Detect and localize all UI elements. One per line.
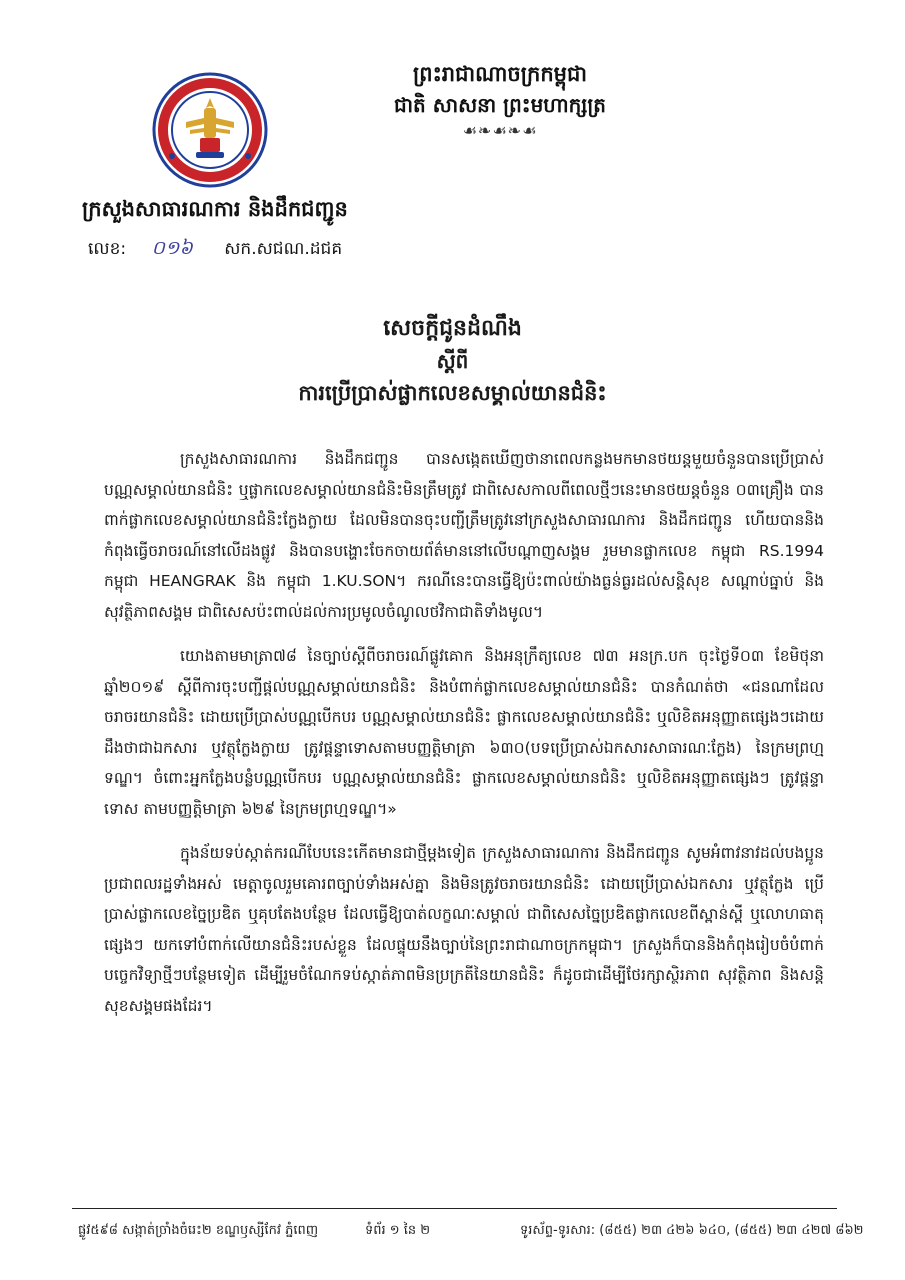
ministry-logo [150,70,270,190]
reference-label: លេខ: [88,239,127,259]
paragraph-1: ក្រសួងសាធារណការ និងដឹកជញ្ជូន បានសង្កេតឃើញថានាពេលកន្លងមកមានថយន្តមួយចំនួនបានប្រើប្រាស់បណ្ណសម្គាល់យានជំនិះ ឬផ្លាកលេខសម្គាល់យានជំនិះមិនត្រឹមត្រូវ ជាពិសេសកាលពីពេលថ្មីៗនេះមានថយន្តចំនួន ០៣គ្រឿង បានពាក់ផ្លាកលេខសម្គាល់យានជំនិះក្លែងក្លាយ ដែលមិនបានចុះបញ្ជីត្រឹមត្រូវនៅក្រសួងសាធារណការ និងដឹកជញ្ជូន ហើយបាននិងកំពុងធ្វើចរាចរណ៍នៅលើដងផ្លូវ និងបានបង្ហោះចែកចាយព័ត៌មាននៅលើបណ្ដាញសង្គម រួមមានផ្លាកលេខ កម្ពុជា RS.1994 កម្ពុជា HEANGRAK និង កម្ពុជា 1.KU.SON។ ករណីនេះបានធ្វើឱ្យប៉ះពាល់យ៉ាងធ្ងន់ធ្ងរដល់សន្តិសុខ សណ្ដាប់ធ្នាប់ និងសុវត្ថិភាពសង្គម ជាពិសេសប៉ះពាល់ដល់ការប្រមូលចំណូលថវិកាជាតិទាំងមូល។ [104,450,824,621]
ministry-name: ក្រសួងសាធារណការ និងដឹកជញ្ជូន [82,197,348,221]
footer-page-number: ទំព័រ ១ នៃ ២ [365,1223,431,1238]
kingdom-name: ព្រះរាជាណាចក្រកម្ពុជា [412,62,587,86]
paragraph-2: យោងតាមមាត្រា៧៨ នៃច្បាប់ស្ដីពីចរាចរណ៍ផ្លូវគោក និងអនុក្រឹត្យលេខ ៧៣ អនក្រ.បក ចុះថ្ងៃទី០៣ ខែមិថុនា ឆ្នាំ២០១៩ ស្ដីពីការចុះបញ្ជីផ្ដល់បណ្ណសម្គាល់យានជំនិះ និងបំពាក់ផ្លាកលេខសម្គាល់យានជំនិះ បានកំណត់ថា «ជនណាដែលចរាចរយានជំនិះ ដោយប្រើប្រាស់បណ្ណបើកបរ បណ្ណសម្គាល់យានជំនិះ ផ្លាកលេខសម្គាល់យានជំនិះ ឬលិខិតអនុញ្ញាតផ្សេងៗដោយដឹងថាជាឯកសារ ឬវត្ថុក្លែងក្លាយ ត្រូវផ្ដន្ទាទោសតាមបញ្ញត្តិមាត្រា ៦៣០(បទប្រើប្រាស់ឯកសារសាធារណៈក្លែង) នៃក្រមព្រហ្មទណ្ឌ។ ចំពោះអ្នកក្លែងបន្លំបណ្ណបើកបរ បណ្ណសម្គាល់យានជំនិះ ផ្លាកលេខសម្គាល់យានជំនិះ ឬលិខិតអនុញ្ញាតផ្សេងៗ ត្រូវផ្ដន្ទាទោស តាមបញ្ញត្តិមាត្រា ៦២៩ នៃក្រមព្រហ្មទណ្ឌ។» [104,647,824,818]
notice-subtitle-about: ស្ដីពី [436,349,469,373]
footer-contact: ទូរស័ព្ទ-ទូរសារ: (៨៥៥) ២៣ ៤២៦ ៦៤០, (៨៥៥) ២៣ ៤២៧ ៨៦២ [520,1223,864,1238]
notice-subject: ការប្រើប្រាស់ផ្លាកលេខសម្គាល់យានជំនិះ [298,381,607,405]
footer-divider [72,1208,837,1209]
paragraph-3: ក្នុងន័យទប់ស្កាត់ករណីបែបនេះកើតមានជាថ្មីម្ដងទៀត ក្រសួងសាធារណការ និងដឹកជញ្ជូន សូមអំពាវនាវដល់បងប្អូនប្រជាពលរដ្ឋទាំងអស់ មេត្តាចូលរួមគោរពច្បាប់ទាំងអស់គ្នា និងមិនត្រូវចរាចរយានជំនិះ ដោយប្រើប្រាស់ឯកសារ ឬវត្ថុក្លែង ប្រើប្រាស់ផ្លាកលេខច្នៃប្រឌិត ឬគុបតែងបន្ថែម ដែលធ្វើឱ្យបាត់លក្ខណៈសម្គាល់ ជាពិសេសច្នៃប្រឌិតផ្លាកលេខពីស្ពាន់ស្ពី ឬលោហធាតុផ្សេងៗ យកទៅបំពាក់លើយានជំនិះរបស់ខ្លួន ដែលផ្ទុយនឹងច្បាប់នៃព្រះរាជាណាចក្រកម្ពុជា។ ក្រសួងក៏បាននិងកំពុងរៀបចំបំពាក់បច្ចេកវិទ្យាថ្មីៗបន្ថែមទៀត ដើម្បីរួមចំណែកទប់ស្កាត់ភាពមិនប្រក្រតីនៃយានជំនិះ ក៏ដូចជាដើម្បីថែរក្សាស្ថិរភាព សុវត្ថិភាព និងសន្តិសុខសង្គមផងដែរ។ [104,844,824,1015]
seal-emblem-icon [150,70,270,190]
national-motto: ជាតិ សាសនា ព្រះមហាក្សត្រ [394,93,606,117]
reference-number: ០១៦ [151,237,193,259]
notice-title-block [0,312,905,410]
footer-address: ផ្លូវ៥៩៨ សង្កាត់ច្រាំងចំរេះ២ ខណ្ឌឫស្សីកែវ ភ្នំពេញ [78,1223,319,1238]
reference-line [88,236,342,264]
notice-title: សេចក្ដីជូនដំណឹង [383,316,522,341]
reference-code: សក.សជណ.ដជគ [224,239,343,259]
ornament-divider-icon: ☙❧☙❧☙ [462,121,538,140]
notice-body [104,444,824,1035]
letterhead [360,58,640,142]
